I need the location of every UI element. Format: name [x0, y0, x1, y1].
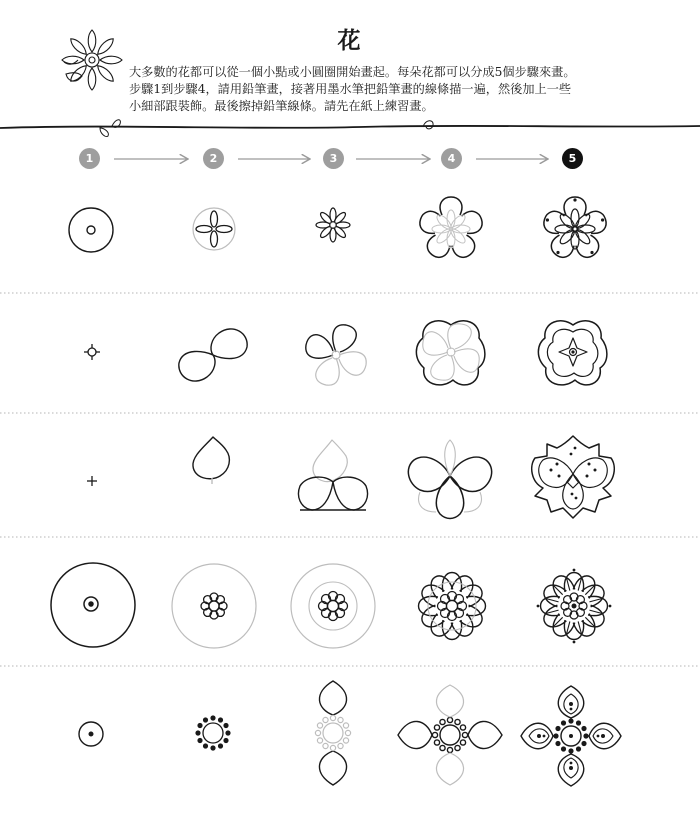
- row-1-flower: [69, 197, 609, 261]
- row-3-step-4-drawing: [408, 440, 491, 519]
- row-2-step-1-drawing: [84, 344, 100, 360]
- row-5-step-2-drawing: [195, 715, 230, 750]
- row-2-step-2-drawing: [179, 329, 247, 381]
- row-1-step-3-drawing: [316, 208, 350, 242]
- row-4-step-2-drawing: [172, 564, 256, 648]
- row-5-flower: [79, 681, 621, 786]
- row-3-step-3-drawing: [299, 440, 368, 510]
- step-5-badge: 5: [562, 148, 583, 169]
- intro-line-2: 步驟1到步驟4，請用鉛筆畫，接著用墨水筆把鉛筆畫的線條描一遍，然後加上一些: [129, 82, 572, 96]
- row-5-step-4-drawing: [398, 685, 502, 785]
- step-4-badge: 4: [441, 148, 462, 169]
- row-4-flower: [51, 563, 611, 648]
- row-4-step-4-drawing: [418, 572, 486, 640]
- row-4-step-1-drawing: [51, 563, 135, 647]
- vine-divider-icon: [0, 120, 700, 137]
- row-1-step-5-drawing: [541, 197, 609, 261]
- row-3-step-5-drawing: [532, 436, 615, 518]
- row-1-step-4-drawing: [417, 197, 485, 261]
- row-3-step-1-drawing: [87, 476, 97, 486]
- row-2-flower: [84, 321, 607, 385]
- row-5-step-5-drawing: [521, 686, 621, 786]
- step-2-badge: 2: [203, 148, 224, 169]
- row-4-step-3-drawing: [291, 564, 375, 648]
- page-title: 花: [337, 27, 363, 54]
- intro-line-1: 大多數的花都可以從一個小點或小圓圈開始畫起。每朵花都可以分成5個步驟來畫。: [129, 65, 576, 79]
- row-4-step-5-drawing: [537, 569, 612, 644]
- row-3-flower: [87, 436, 614, 519]
- row-5-step-1-drawing: [79, 722, 103, 746]
- row-2-step-3-drawing: [306, 325, 366, 385]
- intro-line-3: 小細部跟裝飾。最後擦掉鉛筆線條。請先在紙上練習畫。: [129, 99, 434, 113]
- step-3-badge: 3: [323, 148, 344, 169]
- row-5-step-3-drawing: [315, 681, 350, 785]
- step-1-badge: 1: [79, 148, 100, 169]
- row-1-step-2-drawing: [193, 208, 235, 250]
- row-2-step-4-drawing: [416, 321, 485, 385]
- row-1-step-1-drawing: [69, 208, 113, 252]
- row-dividers: [0, 293, 700, 666]
- row-2-step-5-drawing: [538, 321, 607, 385]
- row-3-step-2-drawing: [193, 437, 229, 484]
- flower-doodle-icon: [62, 30, 122, 90]
